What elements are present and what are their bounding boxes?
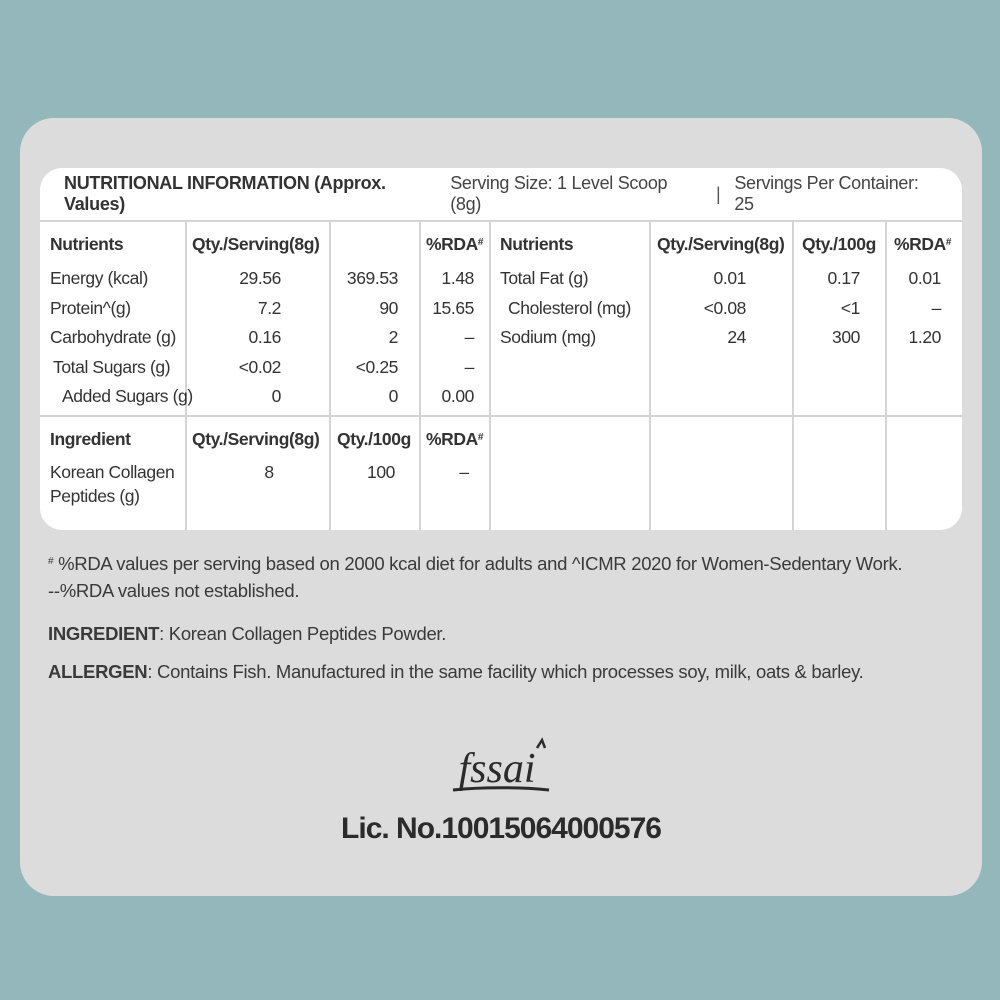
- header-qty-serving: Qty./Serving(8g): [192, 234, 320, 254]
- header-separator: |: [715, 183, 721, 204]
- ingredient-name-line: Peptides (g): [50, 486, 140, 506]
- qty-serving-value: <0.02: [238, 356, 281, 377]
- fssai-logo: [441, 736, 561, 800]
- nutrient-name: Added Sugars (g): [62, 386, 193, 406]
- header-nutrients: Nutrients: [50, 234, 124, 254]
- header-qty-100g: Qty./100g: [802, 234, 876, 254]
- nutrient-name: Sodium (mg): [500, 327, 596, 347]
- allergen-note: [48, 658, 958, 685]
- header-rda: [894, 230, 951, 260]
- qty-serving-value: 0: [271, 386, 281, 406]
- license-number: Lic. No.10015064000576: [341, 812, 661, 845]
- rda-value: –: [464, 327, 474, 347]
- rda-value: 1.20: [908, 327, 941, 347]
- nutrient-name: Protein^(g): [50, 297, 131, 318]
- qty-serving-value: 24: [727, 327, 746, 347]
- header-qty-serving: Qty./Serving(8g): [192, 429, 320, 449]
- qty-100g-value: <1: [840, 297, 860, 318]
- rda-value: 0.01: [908, 268, 941, 288]
- qty-100g-value: 90: [379, 297, 398, 318]
- nutrient-name: Cholesterol (mg): [508, 297, 631, 318]
- nutrient-name: Total Sugars (g): [53, 356, 171, 377]
- ingredient-name: [50, 460, 174, 508]
- qty-100g-value: 300: [832, 327, 860, 347]
- nutrition-title: NUTRITIONAL INFORMATION (Approx. Values): [64, 173, 386, 214]
- header-nutrients: Nutrients: [500, 234, 574, 254]
- nutrient-name: Carbohydrate (g): [50, 327, 176, 347]
- nutrition-panel: [40, 168, 962, 530]
- qty-100g-value: 369.53: [346, 268, 398, 288]
- rda-label: %RDA: [426, 234, 478, 254]
- header-qty-serving: Qty./Serving(8g): [657, 234, 785, 254]
- allergen-text: : Contains Fish. Manufactured in the same facility which processes soy, milk, oats & barley.: [147, 661, 864, 682]
- qty-serving-value: 0.16: [248, 327, 281, 347]
- qty-serving-value: 0.01: [713, 268, 746, 288]
- qty-serving-value: 7.2: [257, 297, 281, 318]
- qty-100g-value: 100: [367, 462, 395, 482]
- rda-label: %RDA: [894, 234, 946, 254]
- ingredient-label: INGREDIENT: [48, 623, 160, 644]
- row-divider: [40, 415, 962, 417]
- qty-100g-value: 0.17: [827, 268, 860, 288]
- rda-value: –: [931, 297, 941, 318]
- nutrition-grid: [40, 222, 962, 530]
- header-qty-100g: Qty./100g: [337, 429, 411, 449]
- qty-serving-value: <0.08: [703, 297, 746, 318]
- nutrient-name: Energy (kcal): [50, 268, 148, 288]
- header-rda: [426, 230, 483, 260]
- rda-footnote-mark: #: [477, 432, 484, 443]
- header-ingredient: Ingredient: [50, 429, 131, 449]
- rda-value: 1.48: [441, 268, 474, 288]
- label-notes: [48, 550, 958, 685]
- ingredient-text: : Korean Collagen Peptides Powder.: [159, 623, 447, 644]
- serving-size: Serving Size: 1 Level Scoop (8g): [450, 173, 668, 214]
- rda-footnote: [48, 550, 958, 577]
- ingredient-name-line: Korean Collagen: [50, 462, 175, 482]
- rda-label: %RDA: [426, 429, 478, 449]
- qty-100g-value: <0.25: [355, 356, 398, 377]
- fssai-license: [20, 736, 982, 846]
- fssai-logo-text: fssai: [458, 746, 536, 792]
- footnote-text: %RDA values per serving based on 2000 kcal diet for adults and ^ICMR 2020 for Women-Sedentary Work.: [53, 553, 903, 574]
- rda-footnote-mark: #: [945, 237, 952, 248]
- rda-value: –: [464, 356, 474, 377]
- qty-100g-value: 0: [388, 386, 398, 406]
- panel-header: [40, 168, 962, 222]
- servings-per-container: Servings Per Container: 25: [734, 173, 919, 214]
- serving-info: [450, 173, 942, 215]
- rda-value: 0.00: [441, 386, 474, 406]
- qty-serving-value: 29.56: [239, 268, 281, 288]
- rda-footnote-mark: #: [477, 237, 484, 248]
- nutrition-label-card: [20, 118, 982, 896]
- rda-value: –: [459, 462, 469, 482]
- rda-not-established-note: --%RDA values not established.: [48, 580, 300, 601]
- header-rda: [426, 425, 483, 455]
- qty-100g-value: 2: [388, 327, 398, 347]
- ingredient-note: [48, 620, 958, 647]
- rda-value: 15.65: [432, 297, 474, 318]
- allergen-label: ALLERGEN: [48, 661, 148, 682]
- footnote-mark: #: [48, 556, 54, 567]
- nutrient-name: Total Fat (g): [500, 268, 589, 288]
- qty-serving-value: 8: [264, 462, 274, 482]
